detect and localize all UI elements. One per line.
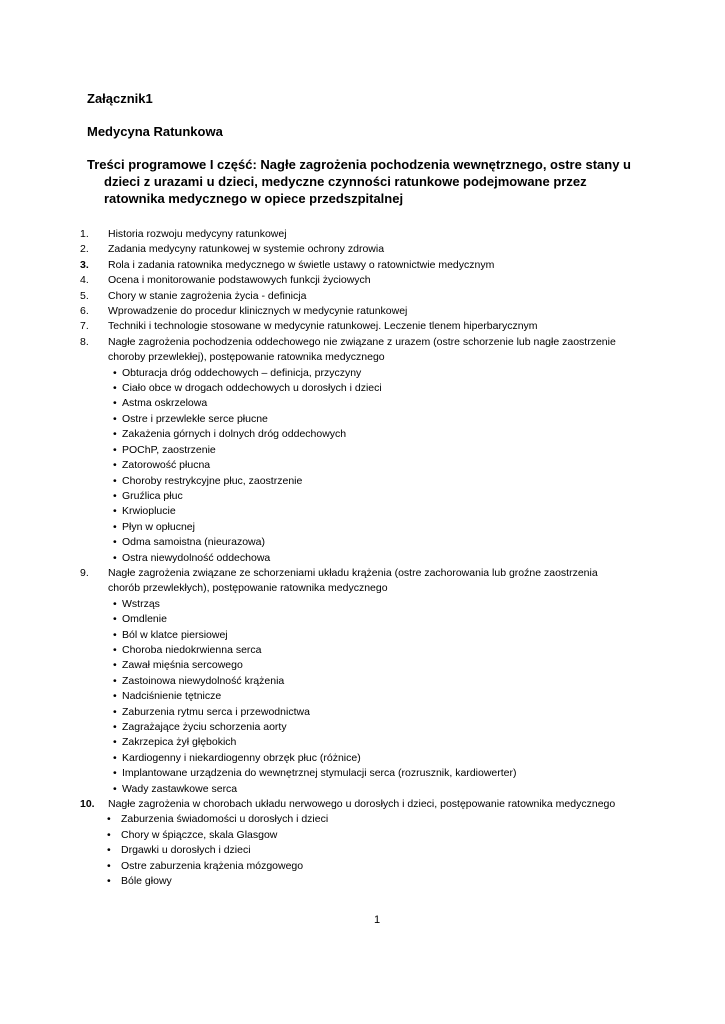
topic-text: Nagłe zagrożenia związane ze schorzeniami układu krążenia (ostre zachorowania lub groźne zaostrzenia chorób przewlekłych), postępowanie ratownika medycznego [108, 566, 598, 595]
topic-text: Wprowadzenie do procedur klinicznych w medycynie ratunkowej [108, 305, 408, 318]
bullet-icon: • [107, 859, 111, 872]
topic-text: Rola i zadania ratownika medycznego w świetle ustawy o ratownictwie medycznym [108, 258, 495, 271]
topic-text: Chory w stanie zagrożenia życia - definicja [108, 289, 307, 302]
respiratory-item: • Choroby restrykcyjne płuc, zaostrzenie [0, 474, 725, 489]
bullet-icon: • [113, 674, 117, 687]
bullet-icon: • [113, 721, 117, 733]
topic-item [0, 335, 628, 366]
topic-number: 3. [80, 258, 89, 271]
circulatory-item: • Kardiogenny i niekardiogenny obrzęk płuc (różnice) [0, 751, 725, 766]
topic-number: 6. [80, 305, 89, 318]
respiratory-item: • Ciało obce w drogach oddechowych u dorosłych i dzieci [0, 381, 725, 396]
program-heading-line-1: Treści programowe I część: Nagłe zagrożenia pochodzenia wewnętrznego, ostre stany u [87, 157, 631, 172]
circulatory-item: • Zastoinowa niewydolność krążenia [0, 674, 725, 689]
topic-text: Historia rozwoju medycyny ratunkowej [108, 228, 287, 240]
bullet-icon: • [113, 474, 117, 487]
subject-title: Medycyna Ratunkowa [87, 124, 223, 139]
circulatory-item: • Wady zastawkowe serca [0, 782, 725, 797]
topic-item [0, 566, 628, 597]
topic-text: Techniki i technologie stosowane w medycynie ratunkowej. Leczenie tlenem hiperbarycznym [108, 320, 538, 333]
respiratory-item: • POChP, zaostrzenie [0, 443, 725, 458]
respiratory-item: • Zatorowość płucna [0, 458, 725, 473]
topic-number: 9. [80, 566, 89, 579]
topic-number: 7. [80, 320, 89, 333]
bullet-icon: • [113, 428, 117, 441]
circulatory-item: • Zagrażające życiu schorzenia aorty [0, 720, 725, 735]
bullet-icon: • [113, 520, 117, 533]
circulatory-item: • Choroba niedokrwienna serca [0, 643, 725, 658]
bullet-icon: • [107, 828, 111, 841]
bullet-icon: • [113, 613, 117, 626]
nervous-item: • Drgawki u dorosłych i dzieci [0, 843, 725, 858]
circulatory-item: • Implantowane urządzenia do wewnętrznej stymulacji serca (rozrusznik, kardiowerter) [0, 766, 725, 781]
topic-list [0, 227, 725, 889]
respiratory-item: • Ostra niewydolność oddechowa [0, 551, 725, 566]
annex-title: Załącznik1 [87, 91, 153, 106]
respiratory-item: • Krwioplucie [0, 504, 725, 519]
bullet-icon: • [113, 628, 117, 641]
respiratory-item: • Gruźlica płuc [0, 489, 725, 504]
circulatory-item: • Ból w klatce piersiowej [0, 628, 725, 643]
topic-item [0, 797, 628, 812]
circulatory-item: • Zaburzenia rytmu serca i przewodnictwa [0, 705, 725, 720]
nervous-item: • Ostre zaburzenia krążenia mózgowego [0, 859, 725, 874]
bullet-icon: • [113, 736, 117, 749]
bullet-icon: • [113, 597, 117, 610]
circulatory-item: • Omdlenie [0, 612, 725, 627]
respiratory-item: • Zakażenia górnych i dolnych dróg oddechowych [0, 427, 725, 442]
bullet-icon: • [113, 412, 117, 425]
bullet-icon: • [113, 505, 117, 518]
bullet-icon: • [113, 782, 117, 795]
topic-text: Ocena i monitorowanie podstawowych funkcji życiowych [108, 274, 371, 287]
topic-text: Nagłe zagrożenia pochodzenia oddechowego nie związane z urazem (ostre schorzenie lub nagłe zaostrzenie choroby przewlekłej), postępowanie ratownika medycznego [108, 335, 616, 364]
bullet-icon: • [113, 751, 117, 764]
respiratory-item: • Obturacja dróg oddechowych – definicja, przyczyny [0, 366, 725, 381]
topic-item [0, 319, 628, 334]
topic-item [0, 273, 628, 288]
topic-number: 5. [80, 289, 89, 302]
respiratory-item: • Ostre i przewlekłe serce płucne [0, 412, 725, 427]
bullet-icon: • [113, 382, 117, 395]
respiratory-item: • Płyn w opłucnej [0, 520, 725, 535]
respiratory-item: • Odma samoistna (nieurazowa) [0, 535, 725, 550]
bullet-icon: • [113, 659, 117, 672]
nervous-item: • Zaburzenia świadomości u dorosłych i dzieci [0, 812, 725, 827]
circulatory-item: • Nadciśnienie tętnicze [0, 689, 725, 704]
nervous-item: • Bóle głowy [0, 874, 725, 889]
nervous-item: • Chory w śpiączce, skala Glasgow [0, 828, 725, 843]
topic-item [0, 289, 628, 304]
bullet-icon: • [107, 844, 111, 857]
circulatory-item: • Wstrząs [0, 597, 725, 612]
topic-item [0, 242, 628, 257]
topic-number: 4. [80, 274, 89, 287]
page-number: 1 [374, 914, 381, 926]
bullet-icon: • [113, 551, 117, 564]
program-heading-line-2: dzieci z urazami u dzieci, medyczne czynności ratunkowe podejmowane przez [104, 174, 587, 189]
circulatory-item: • Zawał mięśnia sercowego [0, 658, 725, 673]
bullet-icon: • [113, 705, 117, 718]
respiratory-item: • Astma oskrzelowa [0, 396, 725, 411]
topic-number: 10. [80, 798, 95, 811]
bullet-icon: • [107, 813, 111, 826]
program-heading [87, 156, 647, 207]
bullet-icon: • [107, 875, 111, 888]
bullet-icon: • [113, 536, 117, 549]
bullet-icon: • [113, 489, 117, 502]
bullet-icon: • [113, 767, 117, 780]
bullet-icon: • [113, 459, 117, 472]
program-heading-line-3: ratownika medycznego w opiece przedszpitalnej [104, 191, 404, 206]
bullet-icon: • [113, 443, 117, 456]
topic-text: Zadania medycyny ratunkowej w systemie ochrony zdrowia [108, 243, 385, 256]
topic-item [0, 227, 628, 242]
bullet-icon: • [113, 643, 117, 656]
bullet-icon: • [113, 366, 117, 379]
circulatory-item: • Zakrzepica żył głębokich [0, 735, 725, 750]
topic-number: 8. [80, 335, 89, 348]
topic-number: 1. [80, 228, 89, 240]
topic-text: Nagłe zagrożenia w chorobach układu nerwowego u dorosłych i dzieci, postępowanie ratownika medycznego [108, 798, 616, 811]
topic-number: 2. [80, 243, 89, 256]
topic-item [0, 258, 628, 273]
bullet-icon: • [113, 397, 117, 410]
topic-item [0, 304, 628, 319]
bullet-icon: • [113, 690, 117, 703]
